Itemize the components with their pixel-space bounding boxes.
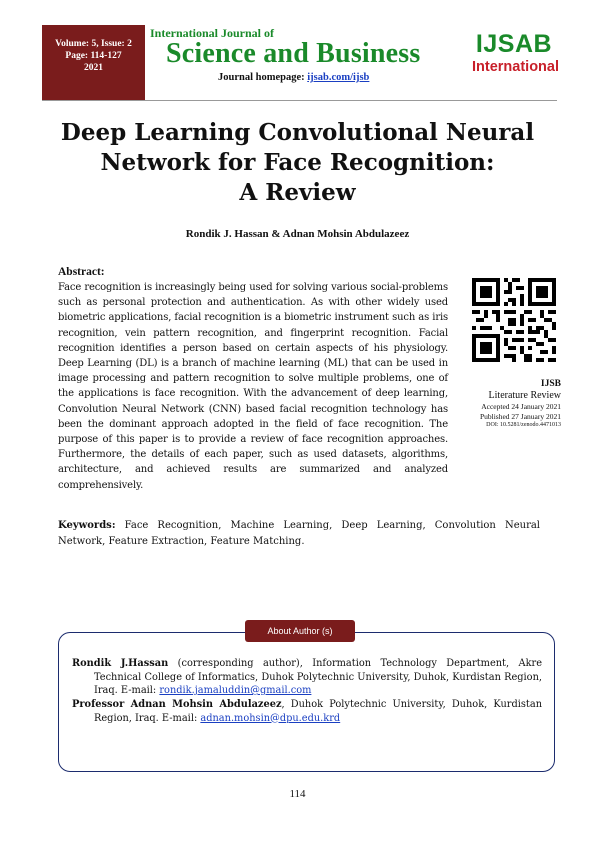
- title-line-2: Network for Face Recognition:: [100, 149, 495, 176]
- author-1-affiliation: (corresponding author), Information Technology Department, Akre Technical College of Informatics, Duhok Polytechnic University, Duhok, Kurdistan Region, Iraq. E-mail:: [94, 658, 543, 696]
- logo-bottom-text: International: [472, 59, 560, 75]
- paper-title: [40, 118, 555, 208]
- article-info: [455, 378, 561, 430]
- author-1-name: Rondik J.Hassan: [72, 658, 169, 669]
- page-range: Page: 114-127: [65, 51, 122, 61]
- year: 2021: [84, 63, 103, 73]
- title-line-3: A Review: [239, 179, 356, 206]
- homepage-label: Journal homepage:: [218, 72, 305, 83]
- keywords-label: Keywords:: [58, 520, 116, 531]
- author-entry-1: [72, 657, 542, 698]
- journal-abbrev: IJSB: [540, 379, 561, 389]
- journal-homepage: [218, 72, 369, 83]
- author-1-email[interactable]: rondik.jamaluddin@gmail.com: [159, 685, 312, 696]
- author-names: Rondik J. Hassan & Adnan Mohsin Abdulazeez: [185, 228, 410, 240]
- author-2-email[interactable]: adnan.mohsin@dpu.edu.krd: [200, 712, 341, 724]
- about-authors-tab: About Author (s): [245, 620, 355, 642]
- abstract-heading: Abstract:: [58, 266, 105, 278]
- logo-top-text: IJSAB: [475, 30, 553, 58]
- author-2-affiliation: , Duhok Polytechnic University, Duhok, Kurdistan Region, Iraq. E-mail:: [94, 699, 542, 724]
- page-number: 114: [289, 788, 306, 800]
- title-line-1: Deep Learning Convolutional Neural: [60, 119, 535, 146]
- keywords: [58, 518, 540, 550]
- doi: DOI: 10.5281/zenodo.4471013: [486, 422, 561, 428]
- author-entry-2: [72, 698, 542, 725]
- abstract-body: Face recognition is increasingly being used for solving various social-problems such as personal protection and authentication. As with other widely used biometric applications, facial recognition is a biometric instrument such as iris recognition, vein pattern recognition, and fingerprint recognition. Facial recognition identifies a person based on certain aspects of his physiology. Deep Learning (DL) is a branch of machine learning (ML) that can be used in image processing and pattern recognition to solve multiple problems, one of the applications is face recognition. With the advancement of deep learning, Convolution Neural Network (CNN) based facial recognition technology has been the dominant approach adopted in the field of face recognition. The purpose of this paper is to provide a review of face recognition approaches. Furthermore, the details of each paper, such as used datasets, algorithms, architecture, and achieved results are summarized and analyzed comprehensively.: [58, 282, 448, 491]
- author-2-name: Professor Adnan Mohsin Abdulazeez: [72, 699, 282, 710]
- header-divider: [42, 100, 557, 101]
- volume-issue: Volume: 5, Issue: 2: [55, 39, 132, 49]
- article-type: Literature Review: [488, 390, 561, 401]
- qr-code-icon: [472, 278, 556, 362]
- accepted-date: Accepted 24 January 2021: [481, 402, 561, 411]
- journal-name: Science and Business: [166, 38, 421, 69]
- keywords-text: Face Recognition, Machine Learning, Deep Learning, Convolution Neural Network, Feature Extraction, Feature Matching.: [58, 520, 541, 547]
- published-date: Published 27 January 2021: [479, 411, 561, 421]
- homepage-link[interactable]: ijsab.com/ijsb: [307, 72, 370, 83]
- journal-label: International Journal of: [150, 26, 275, 40]
- ijsab-logo: [472, 30, 560, 88]
- volume-box: [42, 25, 145, 100]
